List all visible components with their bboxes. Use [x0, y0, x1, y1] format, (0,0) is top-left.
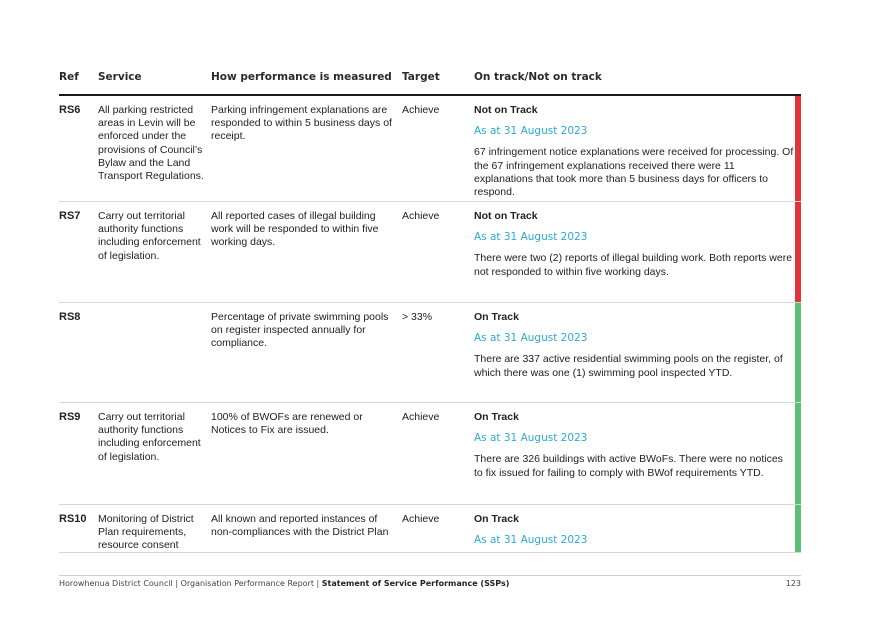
page-number: 123 — [785, 579, 801, 588]
footer-divider — [59, 575, 801, 576]
row-measure: 100% of BWOFs are renewed or Notices to Fix are issued. — [211, 411, 363, 437]
row-target: Achieve — [402, 411, 440, 423]
row-ref: RS7 — [59, 210, 81, 222]
row-target: Achieve — [402, 513, 440, 525]
header-ref: Ref — [59, 71, 79, 83]
status-date: As at 31 August 2023 — [474, 432, 588, 445]
status-text: Not on Track — [474, 104, 538, 116]
table-row — [59, 403, 801, 505]
row-ref: RS8 — [59, 311, 81, 323]
header-how-measured: How performance is measured — [211, 71, 392, 83]
status-bar — [795, 505, 801, 552]
status-date: As at 31 August 2023 — [474, 125, 588, 138]
header-on-track: On track/Not on track — [474, 71, 602, 83]
status-note: There are 337 active residential swimming pools on the register, of which there was one (1) swimming pool inspected YTD. — [474, 353, 783, 379]
header-service: Service — [98, 71, 142, 83]
status-note: 67 infringement notice explanations were received for processing. Of the 67 infringement explanations received there were 11 explanations that took more than 5 business days for officers to respond. — [474, 146, 794, 199]
table-row — [59, 96, 801, 202]
status-bar — [795, 403, 801, 504]
row-service: All parking restricted areas in Levin will be enforced under the provisions of Council’s Bylaw and the Land Transport Regulations. — [98, 104, 204, 183]
row-measure: All reported cases of illegal building work will be responded to within five working days. — [211, 210, 379, 249]
performance-table — [59, 68, 801, 553]
row-track — [474, 210, 794, 279]
status-bar — [795, 202, 801, 302]
row-measure: All known and reported instances of non-compliances with the District Plan — [211, 513, 389, 539]
row-target: > 33% — [402, 311, 433, 323]
status-text: Not on Track — [474, 210, 538, 222]
status-text: On Track — [474, 311, 519, 323]
status-note: There were two (2) reports of illegal building work. Both reports were not responded to within five working days. — [474, 252, 793, 278]
footer-section-title: Statement of Service Performance (SSPs) — [321, 579, 510, 588]
row-measure: Percentage of private swimming pools on register inspected annually for compliance. — [211, 311, 389, 350]
row-track — [474, 411, 794, 480]
status-text: On Track — [474, 513, 519, 525]
row-ref: RS10 — [59, 513, 87, 525]
status-date: As at 31 August 2023 — [474, 332, 588, 345]
status-text: On Track — [474, 411, 519, 423]
row-track — [474, 311, 794, 380]
page-footer — [59, 579, 509, 588]
row-service: Carry out territorial authority functions including enforcement of legislation. — [98, 210, 201, 262]
status-date: As at 31 August 2023 — [474, 534, 588, 547]
header-target: Target — [402, 71, 440, 83]
status-bar — [795, 96, 801, 201]
row-target: Achieve — [402, 104, 440, 116]
row-measure: Parking infringement explanations are responded to within 5 business days of receipt. — [211, 104, 392, 143]
row-track — [474, 513, 794, 555]
row-ref: RS9 — [59, 411, 81, 423]
footer-report-title: Horowhenua District Council | Organisation Performance Report | — [59, 579, 322, 588]
status-note: There are 326 buildings with active BWoFs. There were no notices to fix issued for failing to comply with BWof requirements YTD. — [474, 453, 783, 479]
table-row — [59, 303, 801, 403]
status-date: As at 31 August 2023 — [474, 231, 588, 244]
row-service: Monitoring of District Plan requirements, resource consent — [98, 513, 194, 552]
row-target: Achieve — [402, 210, 440, 222]
status-bar — [795, 303, 801, 402]
table-header — [59, 68, 801, 96]
row-service: Carry out territorial authority functions including enforcement of legislation. — [98, 411, 201, 463]
row-ref: RS6 — [59, 104, 81, 116]
table-row — [59, 505, 801, 553]
row-track — [474, 104, 794, 199]
table-row — [59, 202, 801, 303]
